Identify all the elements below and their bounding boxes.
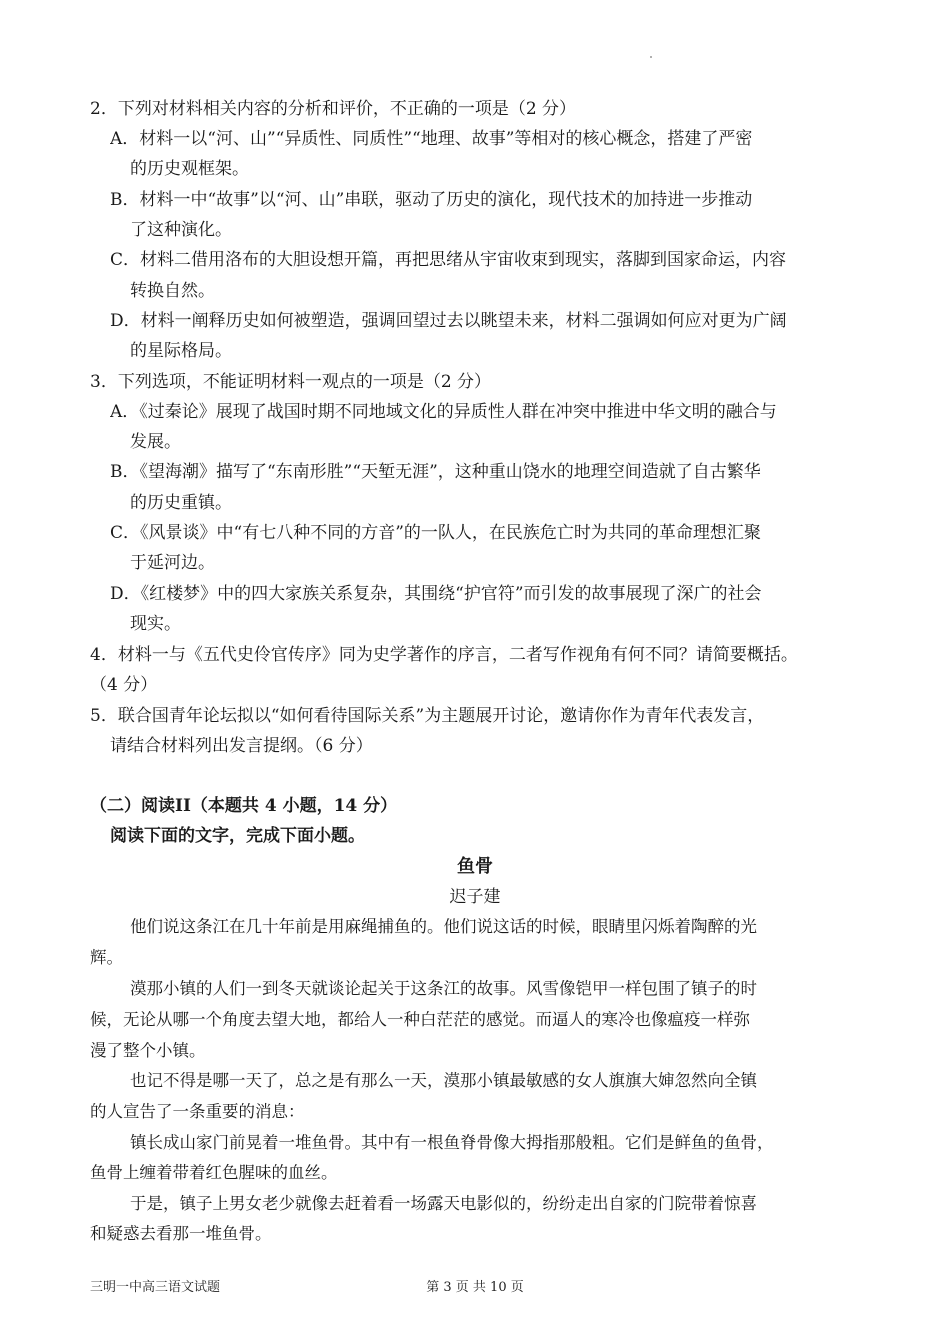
q2-option-b: B．材料一中“故事”以“河、山”串联，驱动了历史的演化，现代技术的加持进一步推动 [110,190,753,210]
story-line: 也记不得是哪一天了，总之是有那么一天，漠那小镇最敏感的女人旗旗大婶忽然向全镇 [130,1071,757,1090]
q3-option-c: C．《风景谈》中“有七八种不同的方音”的一队人，在民族危亡时为共同的革命理想汇聚 [110,523,761,543]
story-line: 他们说这条江在几十年前是用麻绳捕鱼的。他们说这话的时候，眼睛里闪烁着陶醉的光 [130,917,757,936]
q2-option-a: A．材料一以“河、山”“异质性、同质性”“地理、故事”等相对的核心概念，搭建了严密 [110,129,753,149]
q2-option-c: C．材料二借用洛布的大胆设想开篇，再把思绪从宇宙收束到现实，落脚到国家命运，内容 [110,250,787,270]
story-line: 漠那小镇的人们一到冬天就谈论起关于这条江的故事。风雪像铠甲一样包围了镇子的时 [130,979,757,998]
q2-option-a-cont: 的历史观框架。 [130,159,249,179]
section-instruction: 阅读下面的文字，完成下面小题。 [110,826,365,846]
story-title: 鱼骨 [457,856,493,877]
footer-page-number: 第 3 页 共 10 页 [426,1280,524,1295]
story-author: 迟子建 [449,887,501,907]
q2-option-d: D．材料一阐释历史如何被塑造，强调回望过去以眺望未来，材料二强调如何应对更为广阔 [110,311,787,331]
question-5-cont: 请结合材料列出发言提纲。（6 分） [110,736,373,756]
question-4: 4．材料一与《五代史伶官传序》同为史学著作的序言，二者写作视角有何不同？请简要概括。 [90,645,798,665]
story-line: 候，无论从哪一个角度去望大地，都给人一种白茫茫的感觉。而逼人的寒冷也像瘟疫一样弥 [90,1010,750,1029]
q3-option-d-cont: 现实。 [130,614,181,634]
footer-exam-name: 三明一中高三语文试题 [90,1280,221,1295]
q3-option-c-cont: 于延河边。 [130,553,215,573]
q3-option-a: A．《过秦论》展现了战国时期不同地域文化的异质性人群在冲突中推进中华文明的融合与 [110,402,777,422]
question-3-stem: 3．下列选项，不能证明材料一观点的一项是（2 分） [90,372,492,392]
story-line: 镇长成山家门前晃着一堆鱼骨。其中有一根鱼脊骨像大拇指那般粗。它们是鲜鱼的鱼骨， [130,1133,774,1152]
question-4-score: （4 分） [90,675,158,695]
q3-option-d: D．《红楼梦》中的四大家族关系复杂，其围绕“护官符”而引发的故事展现了深广的社会 [110,584,762,604]
question-5: 5．联合国青年论坛拟以“如何看待国际关系”为主题展开讨论，邀请你作为青年代表发言， [90,706,765,726]
story-line: 于是，镇子上男女老少就像去赶着看一场露天电影似的，纷纷走出自家的门院带着惊喜 [130,1194,757,1213]
story-line: 辉。 [90,948,123,967]
story-line: 和疑惑去看那一堆鱼骨。 [90,1224,272,1243]
section-heading: （二）阅读II（本题共 4 小题，14 分） [90,796,398,816]
story-line: 鱼骨上缠着带着红色腥味的血丝。 [90,1163,338,1182]
q2-option-d-cont: 的星际格局。 [130,341,232,361]
q2-option-c-cont: 转换自然。 [130,281,215,301]
q2-option-b-cont: 了这种演化。 [130,220,232,240]
q3-option-a-cont: 发展。 [130,432,181,452]
scan-speck [650,56,652,58]
question-2-stem: 2．下列对材料相关内容的分析和评价，不正确的一项是（2 分） [90,99,577,119]
q3-option-b-cont: 的历史重镇。 [130,493,232,513]
q3-option-b: B．《望海潮》描写了“东南形胜”“天堑无涯”，这种重山饶水的地理空间造就了自古繁华 [110,462,761,482]
story-line: 的人宣告了一条重要的消息： [90,1102,305,1121]
story-line: 漫了整个小镇。 [90,1041,206,1060]
